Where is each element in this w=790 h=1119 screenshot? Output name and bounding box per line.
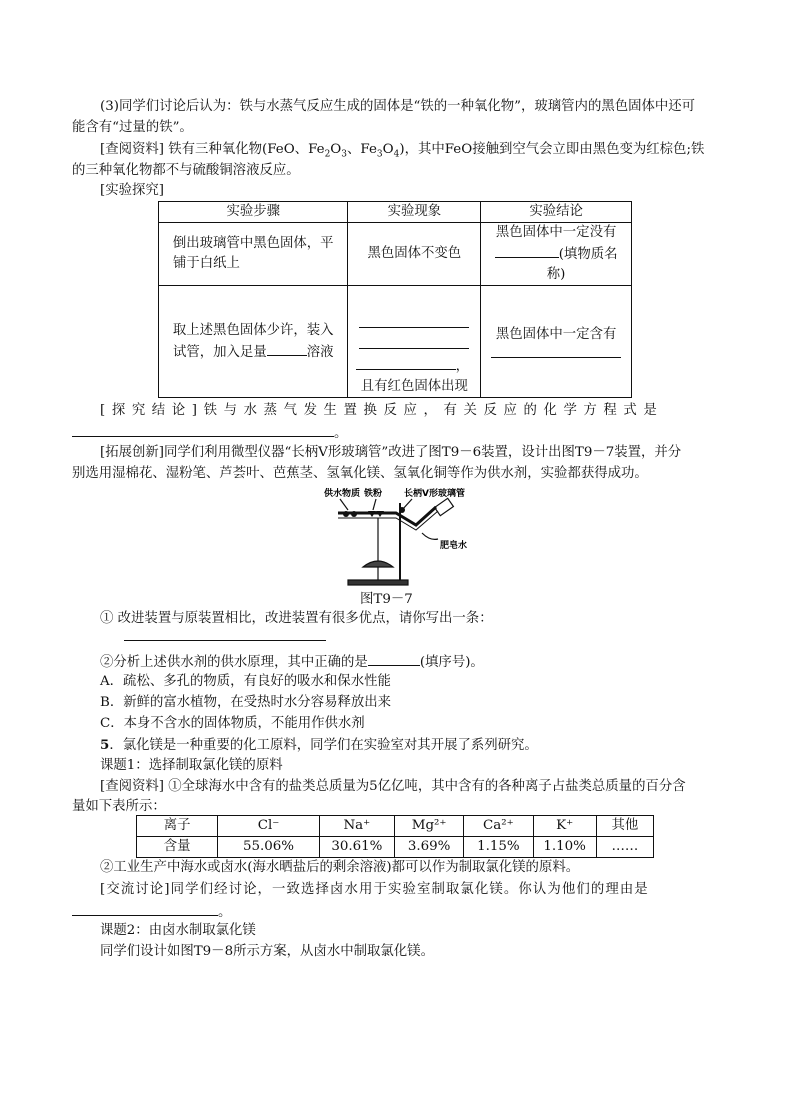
expand-line2: 别选用湿棉花、湿粉笔、芦荟叶、芭蕉茎、氢氧化镁、氢氧化铜等作为供水剂，实验都获得成功。 xyxy=(72,466,648,481)
conclusion-line2: 。 xyxy=(72,422,720,444)
expand-line1: [拓展创新]同学们利用微型仪器“长柄V形玻璃管”改进了图T9－6装置，设计出图T9－7装置，并分 xyxy=(100,445,682,460)
para-discussion-line2: 能含有“过量的铁”。 xyxy=(72,120,193,135)
fig-label-soap: 肥皂水 xyxy=(440,541,468,551)
content-ca: 1.15% xyxy=(464,837,533,858)
r2-conclusion: 黑色固体中一定含有 xyxy=(481,286,632,398)
r2-phenomenon: ， 且有红色固体出现 xyxy=(348,286,481,398)
ion-content-table xyxy=(136,815,654,858)
fig-label-vtube: 长柄V形玻璃管 xyxy=(404,489,465,499)
ion-k: K⁺ xyxy=(533,816,596,837)
reference-line2: 的三种氧化物都不与硫酸铜溶液反应。 xyxy=(72,163,300,178)
option-c: C．本身不含水的固体物质，不能用作供水剂 xyxy=(100,716,365,731)
th-conclusion: 实验结论 xyxy=(481,202,632,223)
conclusion-line1: [探究结论]铁与水蒸气发生置换反应，有关反应的化学方程式是 xyxy=(100,403,664,418)
r2-step: 取上述黑色固体少许，装入 试管，加入足量 溶液 xyxy=(159,286,348,398)
question-2: ②分析上述供水剂的供水原理，其中正确的是 (填序号)。 xyxy=(100,651,748,673)
question-5: 5．氯化镁是一种重要的化工原料，同学们在实验室对其开展了系列研究。 xyxy=(100,737,538,753)
ion-ca: Ca²⁺ xyxy=(464,816,533,837)
para-discussion-line1: (3)同学们讨论后认为：铁与水蒸气反应生成的固体是“铁的一种氧化物”，玻璃管内的黑色固体中还可 xyxy=(100,99,696,114)
r1-conclusion: 黑色固体中一定没有 (填物质名 称) xyxy=(481,223,632,286)
topic-1: 课题1：选择制取氯化镁的原料 xyxy=(100,758,283,773)
discussion-line1: [交流讨论]同学们经讨论，一致选择卤水用于实验室制取氯化镁。你认为他们的理由是 xyxy=(100,882,649,897)
blank-solution[interactable] xyxy=(267,341,307,356)
r1-step: 倒出玻璃管中黑色固体，平 铺于白纸上 xyxy=(159,223,348,286)
question-1: ① 改进装置与原装置相比，改进装置有很多优点，请你写出一条： xyxy=(100,611,493,626)
reference2-line1: [查阅资料] ①全球海水中含有的盐类总质量为5亿亿吨，其中含有的各种离子占盐类总质量的百分含 xyxy=(100,779,686,794)
ion-header: 离子 xyxy=(137,816,218,837)
content-na: 30.61% xyxy=(319,837,394,858)
discussion-line2: 。 xyxy=(72,901,720,923)
explore-label: [实验探究] xyxy=(100,183,165,198)
figure-caption: 图T9－7 xyxy=(360,592,413,607)
fig-label-iron: 铁粉 xyxy=(364,489,383,499)
content-k: 1.10% xyxy=(533,837,596,858)
blank-choice[interactable] xyxy=(368,651,420,666)
fig-label-water-source: 供水物质 xyxy=(324,489,361,499)
answer-line-1 xyxy=(124,626,772,648)
last-line: 同学们设计如图T9－8所示方案，从卤水中制取氯化镁。 xyxy=(100,944,434,959)
blank-phenomenon-2[interactable] xyxy=(359,328,469,349)
content-mg: 3.69% xyxy=(394,837,463,858)
reference2-line2: 量如下表所示： xyxy=(72,799,166,814)
option-a: A．疏松、多孔的物质，有良好的吸水和保水性能 xyxy=(100,674,391,689)
ion-cl: Cl⁻ xyxy=(218,816,319,837)
content-other: …… xyxy=(596,837,653,858)
ion-na: Na⁺ xyxy=(319,816,394,837)
experiment-table xyxy=(158,201,632,398)
reference2-line3: ②工业生产中海水或卤水(海水晒盐后的剩余溶液)都可以作为制取氯化镁的原料。 xyxy=(100,860,580,875)
topic-2: 课题2：由卤水制取氯化镁 xyxy=(100,923,256,938)
ion-other: 其他 xyxy=(596,816,653,837)
blank-phenomenon-1[interactable] xyxy=(359,309,469,328)
option-b: B．新鲜的富水植物，在受热时水分容易释放出来 xyxy=(100,695,392,710)
blank-advantage[interactable] xyxy=(124,626,326,641)
reference-line1: [查阅资料] 铁有三种氧化物(FeO、$Fe_2O_3$、$Fe_3O_4$)，其中FeO接触到空气会立即由黑色变为红棕色;铁 xyxy=(100,142,705,160)
content-cl: 55.06% xyxy=(218,837,319,858)
blank-contains[interactable] xyxy=(491,345,621,358)
blank-phenomenon-3[interactable] xyxy=(356,349,456,370)
ion-mg: Mg²⁺ xyxy=(394,816,463,837)
r1-phenomenon: 黑色固体不变色 xyxy=(348,223,481,286)
apparatus-figure xyxy=(318,485,478,590)
blank-reason[interactable] xyxy=(72,901,218,916)
blank-substance[interactable] xyxy=(495,243,559,258)
blank-equation[interactable] xyxy=(72,422,334,437)
th-step: 实验步骤 xyxy=(159,202,348,223)
th-phenomenon: 实验现象 xyxy=(348,202,481,223)
content-header: 含量 xyxy=(137,837,218,858)
